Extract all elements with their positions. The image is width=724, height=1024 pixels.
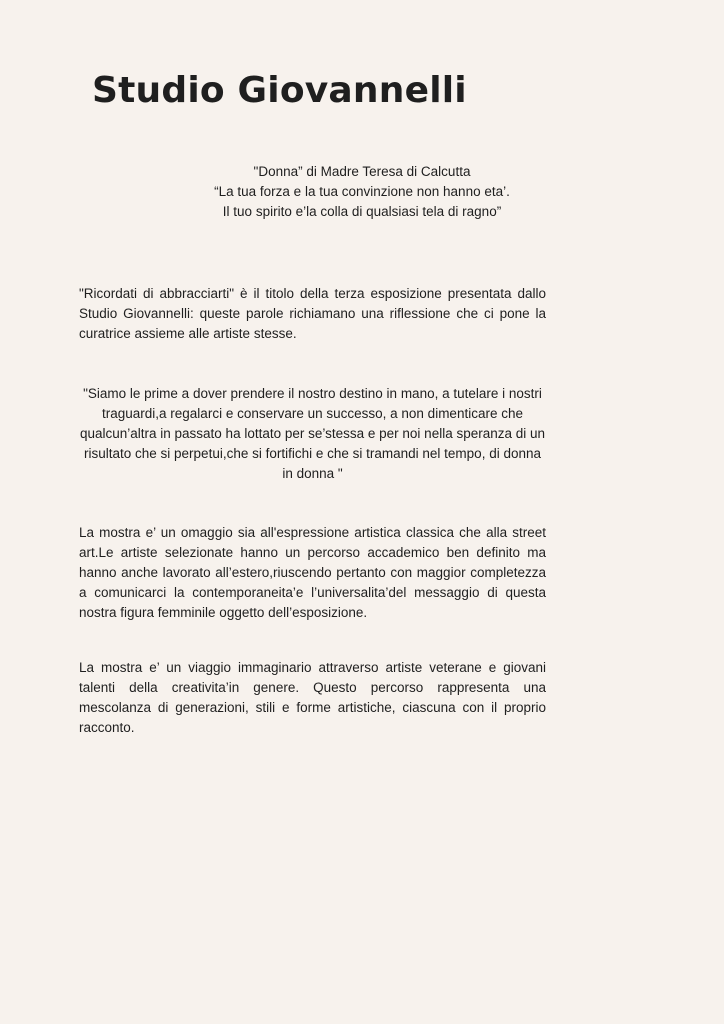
centered-quote-paragraph: "Siamo le prime a dover prendere il nostro destino in mano, a tutelare i nostri traguardi,a regalarci e conservare un successo, a non dimenticare che qualcun’altra in passato ha lottato per se’stessa e per noi nella speranza di un risultato che si perpetui,che si fortifichi e che si tramandi nel tempo, di donna in donna " xyxy=(79,386,546,481)
epigraph xyxy=(140,162,584,222)
exhibition-journey-paragraph: La mostra e’ un viaggio immaginario attraverso artiste veterane e giovani talenti della creativita’in genere. Questo percorso rappresenta una mescolanza di generazioni, stili e forme artistiche, ciascuna con il proprio racconto. xyxy=(79,660,546,735)
intro-paragraph: "Ricordati di abbracciarti" è il titolo della terza esposizione presentata dallo Studio Giovannelli: queste parole richiamano una riflessione che ci pone la curatrice assieme alle artiste stesse. xyxy=(79,286,546,341)
page-title: Studio Giovannelli xyxy=(92,70,467,111)
epigraph-line-1: "Donna” di Madre Teresa di Calcutta xyxy=(253,164,471,179)
epigraph-line-3: Il tuo spirito e’la colla di qualsiasi tela di ragno” xyxy=(222,204,502,219)
epigraph-line-2: “La tua forza e la tua convinzione non hanno eta’. xyxy=(214,184,510,199)
exhibition-description-paragraph: La mostra e’ un omaggio sia all'espressione artistica classica che alla street art.Le artiste selezionate hanno un percorso accademico ben definito ma hanno anche lavorato all’estero,riuscendo pertanto con maggior completezza a comunicarci la contemporaneita’e l’universalita’del messaggio di questa nostra figura femminile oggetto dell’esposizione. xyxy=(79,525,546,620)
